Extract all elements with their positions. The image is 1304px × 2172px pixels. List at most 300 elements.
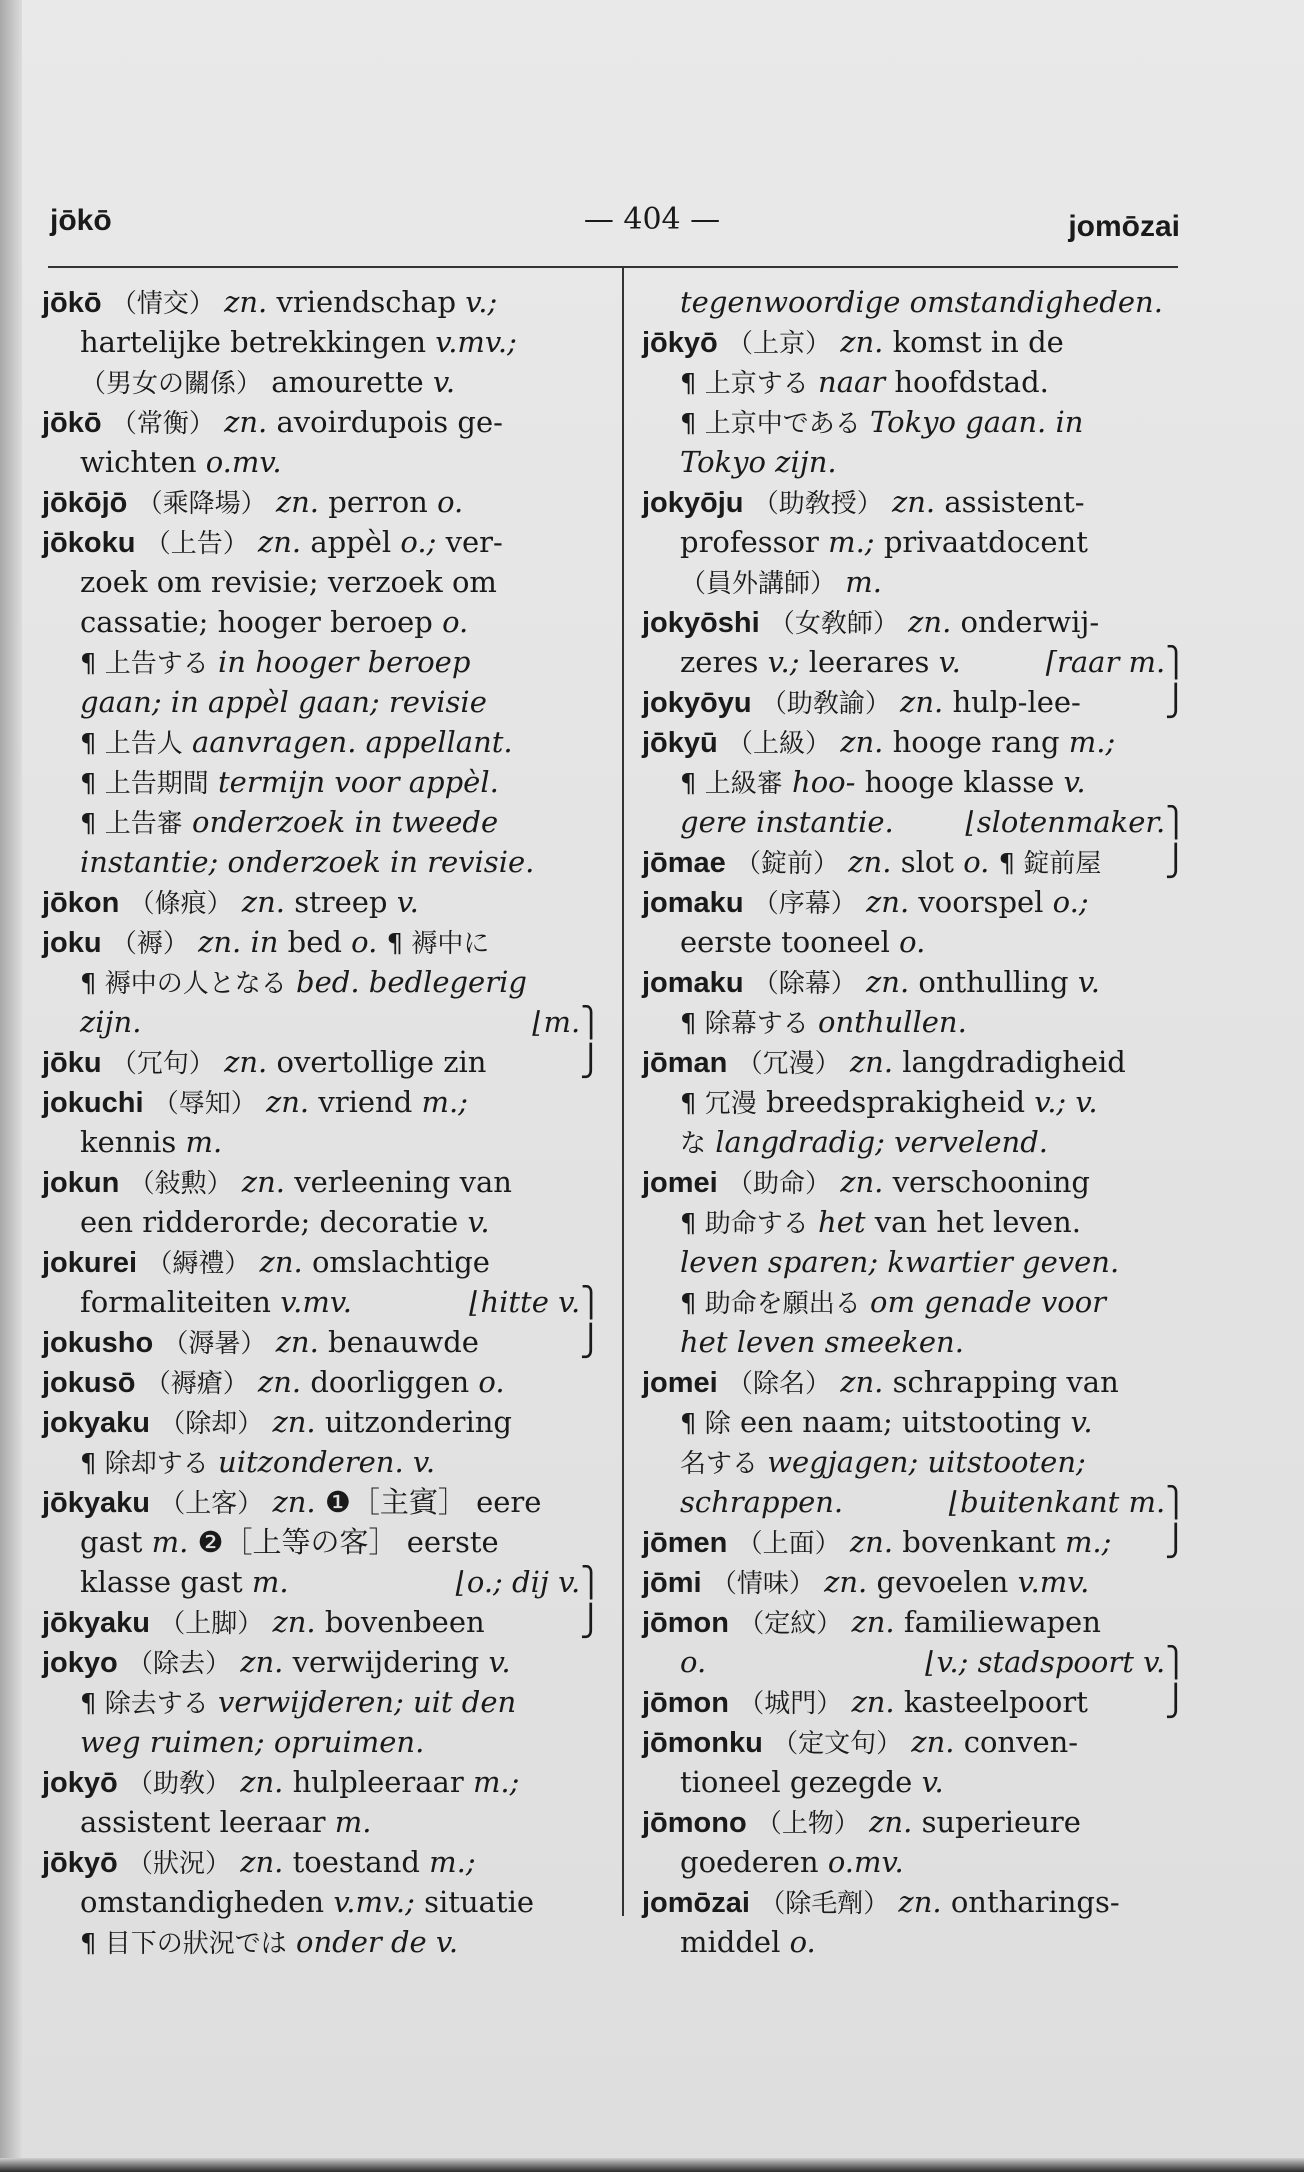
grammar-label: m. — [185, 1125, 223, 1159]
entry-line — [642, 1002, 1187, 1042]
example-translation: termijn voor appèl. — [218, 765, 499, 799]
japanese-text: ¶ 除 — [680, 1409, 731, 1439]
headword: jōkyō — [42, 1847, 118, 1879]
definition-text: streep — [294, 885, 388, 919]
header-rule — [48, 266, 1178, 268]
example-translation: schrappen. — [680, 1485, 844, 1519]
right-guide-word: jomōzai — [1068, 210, 1180, 243]
definition-text: hooge klasse — [864, 765, 1055, 799]
grammar-label: zn. — [900, 685, 944, 719]
grammar-label: zn. — [241, 885, 285, 919]
headword: jōkoku — [42, 527, 136, 559]
definition-text: een ridderorde; decoratie — [80, 1205, 459, 1239]
entry-headword-line — [642, 322, 1187, 362]
headword: jomaku — [642, 887, 744, 919]
definition-text: conven- — [963, 1725, 1079, 1759]
grammar-label: o. — [478, 1365, 505, 1399]
headword: jokyōshi — [642, 607, 760, 639]
headword: jōkyaku — [42, 1487, 150, 1519]
definition-text: hulp-lee- — [952, 685, 1081, 719]
definition-text: eerste tooneel — [680, 925, 890, 959]
headword: jomaku — [642, 967, 744, 999]
entry-line — [642, 1442, 1187, 1482]
entry-line — [42, 1922, 602, 1962]
entry-line — [42, 1722, 602, 1762]
japanese-text: （助命） — [726, 1169, 831, 1199]
entry-line — [642, 1922, 1187, 1962]
grammar-label: zn. — [869, 1805, 913, 1839]
grammar-label: v. — [1075, 1085, 1098, 1119]
grammar-label: zn. — [840, 1165, 884, 1199]
definition-text: een naam; uitstooting — [740, 1405, 1062, 1439]
definition-text: overtollige zin — [276, 1045, 487, 1079]
japanese-text: （縟禮） — [146, 1249, 251, 1279]
grammar-label: o. — [680, 1645, 707, 1679]
japanese-text: ¶ 冗漫 — [680, 1089, 757, 1119]
entry-headword-line — [642, 882, 1187, 922]
headword: joku — [42, 927, 102, 959]
entry-line — [642, 1762, 1187, 1802]
headword: jōmon — [642, 1607, 729, 1639]
japanese-text: な — [680, 1129, 707, 1159]
japanese-text: （冗漫） — [736, 1049, 841, 1079]
entry-line — [642, 1842, 1187, 1882]
entry-headword-line — [42, 1402, 602, 1442]
japanese-text: ¶ 除去する — [80, 1689, 209, 1719]
overflow-fragment: ⌊buitenkant m.⎫ — [948, 1485, 1187, 1519]
entry-headword-line — [642, 1602, 1187, 1642]
definition-text: leerares — [808, 645, 930, 679]
grammar-label: v.; — [1034, 1085, 1067, 1119]
entry-headword-line — [42, 1642, 602, 1682]
example-translation: uitzonderen. — [218, 1445, 404, 1479]
grammar-label: m. — [251, 1565, 289, 1599]
japanese-text: ¶ 上告期間 — [80, 769, 209, 799]
grammar-label: zn. — [257, 525, 302, 559]
japanese-text: （上客） — [159, 1489, 264, 1519]
headword: jōman — [642, 1047, 728, 1079]
definition-text: formaliteiten — [80, 1285, 271, 1319]
japanese-text: （除毛劑） — [759, 1889, 890, 1919]
grammar-label: v.; — [465, 285, 498, 319]
japanese-text: （狀況） — [126, 1849, 231, 1879]
brace-glyph: ⎭ — [579, 1604, 602, 1639]
grammar-label: zn. — [224, 1045, 268, 1079]
japanese-text: （上告） — [144, 529, 249, 559]
definition-text: voorspel — [918, 885, 1044, 919]
definition-text: hulpleeraar — [292, 1765, 464, 1799]
entry-line — [642, 1322, 1187, 1362]
grammar-label: v. — [435, 1925, 459, 1959]
entry-headword-line — [42, 1322, 602, 1362]
entry-line — [42, 682, 602, 722]
entry-headword-line — [42, 1842, 602, 1882]
definition-text: zoek om revisie; verzoek om — [80, 565, 497, 599]
example-translation: het leven smeeken. — [680, 1325, 964, 1359]
entry-line — [42, 442, 602, 482]
definition-text: cassatie; hooger beroep — [80, 605, 433, 639]
grammar-label: zn. — [840, 725, 884, 759]
entry-line — [42, 1282, 602, 1322]
japanese-text: （褥瘡） — [144, 1369, 249, 1399]
definition-text: zeres — [680, 645, 759, 679]
entry-line — [42, 1122, 602, 1162]
japanese-text: ¶ 錠前屋 — [998, 849, 1102, 879]
overflow-fragment: ⌊v.; stadspoort v.⎫ — [925, 1645, 1187, 1679]
example-translation: appellant. — [365, 725, 513, 759]
definition-text: onthulling — [918, 965, 1069, 999]
definition-text: gevoelen — [876, 1565, 1009, 1599]
entry-line — [42, 1802, 602, 1842]
example-translation: langdradig; vervelend. — [715, 1125, 1048, 1159]
grammar-label: zn. — [272, 1485, 316, 1519]
definition-text: doorliggen — [310, 1365, 470, 1399]
grammar-label: zn. — [898, 1885, 942, 1919]
grammar-label: zn. — [275, 485, 320, 519]
grammar-label: zn. — [840, 1365, 884, 1399]
entry-line — [642, 1482, 1187, 1522]
entry-line — [42, 1882, 602, 1922]
japanese-text: （冗句） — [110, 1049, 215, 1079]
japanese-text: （上脚） — [159, 1609, 264, 1639]
definition-text: familiewapen — [903, 1605, 1101, 1639]
entry-line — [42, 1202, 602, 1242]
japanese-text: （褥） — [110, 929, 189, 959]
definition-text: avoirdupois ge- — [276, 405, 503, 439]
headword: jomei — [642, 1367, 718, 1399]
japanese-text: （男女の關係） — [80, 369, 263, 399]
headword: jokun — [42, 1167, 120, 1199]
grammar-label: o.mv. — [827, 1845, 904, 1879]
headword: jōkyū — [642, 727, 718, 759]
definition-text: privaatdocent — [883, 525, 1088, 559]
entry-headword-line — [42, 1762, 602, 1802]
grammar-label: zn. — [865, 885, 910, 919]
grammar-label: m.; — [472, 1765, 520, 1799]
entry-headword-line — [42, 1242, 602, 1282]
entry-headword-line — [42, 882, 602, 922]
grammar-label: v.mv. — [1017, 1565, 1090, 1599]
japanese-text: （上京） — [726, 329, 831, 359]
japanese-text: （除幕） — [752, 969, 857, 999]
japanese-text: ¶ 上京中である — [680, 409, 861, 439]
definition-text: ❷［上等の客］ eerste — [197, 1525, 499, 1559]
entry-headword-line — [642, 1162, 1187, 1202]
japanese-text: ¶ 上京する — [680, 369, 809, 399]
grammar-label: v. — [1077, 965, 1100, 999]
grammar-label: v. — [412, 1445, 436, 1479]
entry-line — [642, 562, 1187, 602]
entry-headword-line — [42, 1162, 602, 1202]
entry-headword-line — [642, 1722, 1187, 1762]
grammar-label: zn. — [241, 1165, 285, 1199]
definition-text: bovenbeen — [324, 1605, 485, 1639]
brace-glyph: ⎭ — [1164, 1524, 1187, 1559]
grammar-label: zn. — [265, 1085, 310, 1119]
grammar-label: m.; — [828, 525, 875, 559]
brace-glyph: ⎭ — [579, 1044, 602, 1079]
grammar-label: v. — [467, 1205, 490, 1239]
example-translation: onderzoek in tweede — [192, 805, 499, 839]
japanese-text: （城門） — [738, 1689, 843, 1719]
definition-text: kasteelpoort — [903, 1685, 1088, 1719]
entry-line — [42, 1522, 602, 1562]
entry-line — [642, 1282, 1187, 1322]
japanese-text: （溽暑） — [162, 1329, 267, 1359]
headword: jōmono — [642, 1807, 747, 1839]
example-translation: naar — [818, 365, 886, 399]
entry-line — [42, 562, 602, 602]
example-translation: zijn. — [80, 1005, 142, 1039]
japanese-text: （上面） — [736, 1529, 841, 1559]
entry-headword-line — [642, 1802, 1187, 1842]
page-number: — 404 — — [583, 202, 721, 237]
headword: jōkōjō — [42, 487, 128, 519]
headword: jomōzai — [642, 1887, 750, 1919]
example-translation: in — [1055, 405, 1084, 439]
grammar-label: v. — [1063, 765, 1086, 799]
entry-headword-line — [642, 842, 1187, 882]
entry-line — [642, 362, 1187, 402]
entry-line — [642, 642, 1187, 682]
grammar-label: v. — [396, 885, 419, 919]
japanese-text: （錠前） — [735, 849, 840, 879]
entry-headword-line — [642, 1682, 1187, 1722]
grammar-label: v. — [432, 365, 456, 399]
page-header — [0, 200, 1304, 260]
headword: jokusho — [42, 1327, 154, 1359]
example-translation: onthullen. — [818, 1005, 967, 1039]
japanese-text: ¶ 褥中の人となる — [80, 969, 287, 999]
definition-text: vriend — [318, 1085, 413, 1119]
definition-text: appèl — [310, 525, 392, 559]
grammar-label: m.; — [1064, 1525, 1112, 1559]
headword: jōkon — [42, 887, 120, 919]
definition-text: van het leven. — [874, 1205, 1081, 1239]
headword: jōmen — [642, 1527, 728, 1559]
left-column — [42, 282, 602, 1962]
grammar-label: zn. — [851, 1685, 895, 1719]
headword: jokyaku — [42, 1407, 150, 1439]
entry-headword-line — [642, 1882, 1187, 1922]
entry-line — [642, 402, 1187, 442]
japanese-text: ¶ 助命する — [680, 1209, 809, 1239]
definition-text: breedsprakigheid — [766, 1085, 1026, 1119]
japanese-text: （情交） — [110, 289, 215, 319]
grammar-label: v.mv. — [280, 1285, 353, 1319]
japanese-text: （敍勲） — [128, 1169, 233, 1199]
example-translation: aanvragen. — [192, 725, 357, 759]
japanese-text: （助敎授） — [752, 489, 883, 519]
headword: jōkyō — [642, 327, 718, 359]
example-translation: instantie; onderzoek in revisie. — [80, 845, 535, 879]
definition-text: ❶［主賓］ eere — [324, 1485, 542, 1519]
entry-headword-line — [642, 602, 1187, 642]
headword: jokurei — [42, 1247, 138, 1279]
definition-text: omslachtige — [311, 1245, 490, 1279]
binding-shadow — [0, 0, 22, 2172]
entry-headword-line — [642, 1522, 1187, 1562]
grammar-label: o. — [437, 485, 464, 519]
grammar-label: o. — [899, 925, 926, 959]
grammar-label: zn. — [908, 605, 952, 639]
entry-headword-line — [42, 1082, 602, 1122]
headword: jōmonku — [642, 1727, 763, 1759]
japanese-text: （上物） — [755, 1809, 860, 1839]
example-translation: Tokyo zijn. — [680, 445, 837, 479]
headword: jokuchi — [42, 1087, 144, 1119]
grammar-label: o.; — [400, 525, 437, 559]
headword: jōmon — [642, 1687, 729, 1719]
example-translation: bed. — [296, 965, 360, 999]
headword: jokusō — [42, 1367, 136, 1399]
grammar-label: zn. — [849, 1045, 894, 1079]
definition-text: hoofdstad. — [894, 365, 1049, 399]
grammar-label: zn. — [851, 1605, 895, 1639]
entry-headword-line — [42, 1482, 602, 1522]
definition-text: langdradigheid — [902, 1045, 1126, 1079]
headword: jokyōju — [642, 487, 744, 519]
grammar-label: m.; — [429, 1845, 476, 1879]
japanese-text: （除却） — [159, 1409, 264, 1439]
japanese-text: （上級） — [726, 729, 831, 759]
entry-line — [642, 282, 1187, 322]
entry-headword-line — [42, 1602, 602, 1642]
entry-line — [642, 1122, 1187, 1162]
definition-text: assistent leeraar — [80, 1805, 326, 1839]
brace-glyph: ⎭ — [1164, 1684, 1187, 1719]
entry-line — [642, 762, 1187, 802]
definition-text: verschooning — [892, 1165, 1090, 1199]
grammar-label: o.; — [1052, 885, 1089, 919]
definition-text: omstandigheden — [80, 1885, 325, 1919]
entry-headword-line — [42, 922, 602, 962]
japanese-text: ¶ 目下の狀況では — [80, 1929, 287, 1959]
entry-line — [642, 522, 1187, 562]
definition-text: perron — [328, 485, 428, 519]
definition-text: klasse gast — [80, 1565, 243, 1599]
grammar-label: zn. — [257, 1365, 302, 1399]
japanese-text: ¶ 上級審 — [680, 769, 783, 799]
japanese-text: ¶ 上告審 — [80, 809, 183, 839]
example-translation: tegenwoordige omstandigheden. — [680, 285, 1163, 319]
column-divider — [622, 268, 624, 1916]
headword: jōku — [42, 1047, 102, 1079]
example-translation: om genade voor — [870, 1285, 1107, 1319]
japanese-text: （情味） — [710, 1569, 815, 1599]
entry-headword-line — [42, 1362, 602, 1402]
grammar-label: m.; — [1068, 725, 1116, 759]
grammar-label: zn. — [865, 965, 910, 999]
entry-line — [42, 722, 602, 762]
brace-glyph: ⎭ — [579, 1324, 602, 1359]
definition-text: verleening van — [294, 1165, 512, 1199]
entry-headword-line — [642, 482, 1187, 522]
japanese-text: ¶ 除幕する — [680, 1009, 809, 1039]
grammar-label: zn. — [272, 1605, 316, 1639]
definition-text: onderwij- — [960, 605, 1100, 639]
grammar-label: zn. — [198, 925, 242, 959]
grammar-label: zn. — [224, 405, 268, 439]
overflow-fragment: ⌊hitte v.⎫ — [469, 1285, 602, 1319]
entry-line — [42, 602, 602, 642]
grammar-label: zn. — [911, 1725, 955, 1759]
definition-text: kennis — [80, 1125, 177, 1159]
entry-line — [42, 1442, 602, 1482]
japanese-text: （序幕） — [752, 889, 857, 919]
definition-text: schrapping van — [892, 1365, 1119, 1399]
example-translation: weg ruimen; opruimen. — [80, 1725, 425, 1759]
entry-line — [42, 762, 602, 802]
entry-line — [42, 1002, 602, 1042]
grammar-label: m. — [151, 1525, 189, 1559]
grammar-label: o. — [963, 845, 990, 879]
overflow-fragment: ⌊m.⎫ — [532, 1005, 602, 1039]
japanese-text: （助敎） — [126, 1769, 231, 1799]
japanese-text: （乘降場） — [136, 489, 267, 519]
entry-line — [642, 1082, 1187, 1122]
japanese-text: ¶ 上告人 — [80, 729, 183, 759]
grammar-label: m. — [845, 565, 882, 599]
example-translation: bedlegerig — [368, 965, 527, 999]
brace-glyph: ⎭ — [1164, 684, 1187, 719]
definition-text: komst in de — [892, 325, 1064, 359]
japanese-text: （除去） — [126, 1649, 231, 1679]
entry-line — [42, 642, 602, 682]
right-column — [642, 282, 1187, 1962]
definition-text: bovenkant — [902, 1525, 1056, 1559]
example-translation: het — [818, 1205, 866, 1239]
grammar-label: v.mv.; — [333, 1885, 415, 1919]
example-translation: in — [250, 925, 279, 959]
entry-headword-line — [42, 1042, 602, 1082]
headword: jokyōyu — [642, 687, 752, 719]
japanese-text: ¶ 助命を願出る — [680, 1289, 861, 1319]
grammar-label: zn. — [240, 1845, 284, 1879]
example-translation: gere instantie. — [680, 805, 894, 839]
definition-text: ver- — [445, 525, 503, 559]
entry-headword-line — [642, 962, 1187, 1002]
definition-text: goederen — [680, 1845, 819, 1879]
japanese-text: 名する — [680, 1449, 759, 1479]
definition-text: slot — [900, 845, 954, 879]
japanese-text: （定紋） — [738, 1609, 843, 1639]
grammar-label: zn. — [849, 1525, 894, 1559]
brace-glyph: ⎭ — [1164, 844, 1187, 879]
grammar-label: v. — [938, 645, 961, 679]
grammar-label: o.mv. — [205, 445, 282, 479]
left-guide-word: jōkō — [50, 204, 112, 237]
grammar-label: zn. — [840, 325, 884, 359]
entry-line — [642, 1202, 1187, 1242]
entry-line — [642, 1402, 1187, 1442]
overflow-fragment: ⌈raar m.⎫ — [1045, 645, 1187, 679]
definition-text: gast — [80, 1525, 143, 1559]
grammar-label: v.; — [767, 645, 800, 679]
grammar-label: zn. — [259, 1245, 303, 1279]
example-translation: hoo- — [792, 765, 856, 799]
example-translation: Tokyo gaan. — [870, 405, 1047, 439]
grammar-label: zn. — [848, 845, 892, 879]
japanese-text: （定文句） — [772, 1729, 903, 1759]
definition-text: assistent- — [944, 485, 1085, 519]
entry-line — [42, 362, 602, 402]
example-translation: in hooger beroep — [218, 645, 471, 679]
entry-line — [42, 962, 602, 1002]
grammar-label: m.; — [421, 1085, 469, 1119]
definition-text: amourette — [271, 365, 424, 399]
entry-headword-line — [642, 1042, 1187, 1082]
